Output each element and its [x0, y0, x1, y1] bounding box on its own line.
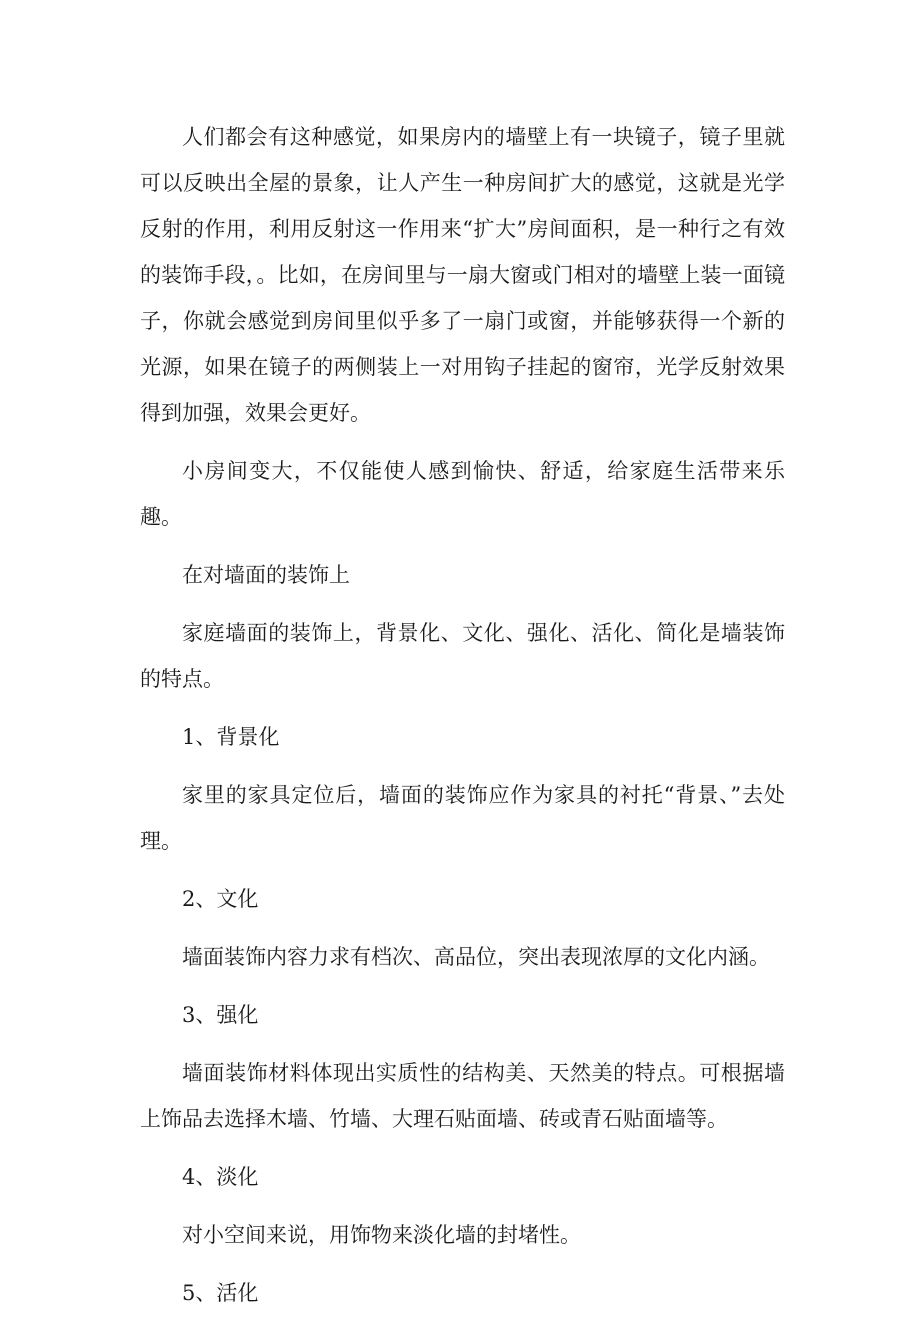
- document-body: [140, 114, 785, 1328]
- paragraph-wall-decoration-intro: 在对墙面的装饰上: [182, 563, 350, 587]
- heading-background: 1、背景化: [182, 725, 280, 749]
- paragraph-culture: 墙面装饰内容力求有档次、高品位，突出表现浓厚的文化内涵。: [182, 945, 770, 969]
- paragraph-small-room: 小房间变大，不仅能使人感到愉快、舒适，给家庭生活带来乐趣。: [140, 459, 785, 529]
- heading-activate: 5、活化: [182, 1281, 259, 1305]
- paragraph-mirror-effect: 人们都会有这种感觉，如果房内的墙壁上有一块镜子，镜子里就可以反映出全屋的景象，让人产生一种房间扩大的感觉，这就是光学反射的作用，利用反射这一作用来“扩大”房间面积，是一种行之有效的装饰手段，。比如，在房间里与一扇大窗或门相对的墙壁上装一面镜子，你就会感觉到房间里似乎多了一扇门或窗，并能够获得一个新的光源，如果在镜子的两侧装上一对用钩子挂起的窗帘，光学反射效果得到加强，效果会更好。: [140, 125, 785, 425]
- heading-culture: 2、文化: [182, 887, 259, 911]
- heading-strengthen: 3、强化: [182, 1003, 259, 1027]
- paragraph-strengthen: 墙面装饰材料体现出实质性的结构美、天然美的特点。可根据墙上饰品去选择木墙、竹墙、大理石贴面墙、砖或青石贴面墙等。: [140, 1061, 785, 1131]
- paragraph-wall-features: 家庭墙面的装饰上，背景化、文化、强化、活化、简化是墙装饰的特点。: [140, 621, 785, 691]
- paragraph-fade: 对小空间来说，用饰物来淡化墙的封堵性。: [182, 1223, 581, 1247]
- heading-fade: 4、淡化: [182, 1165, 259, 1189]
- paragraph-background: 家里的家具定位后，墙面的装饰应作为家具的衬托“背景、”去处理。: [140, 783, 785, 853]
